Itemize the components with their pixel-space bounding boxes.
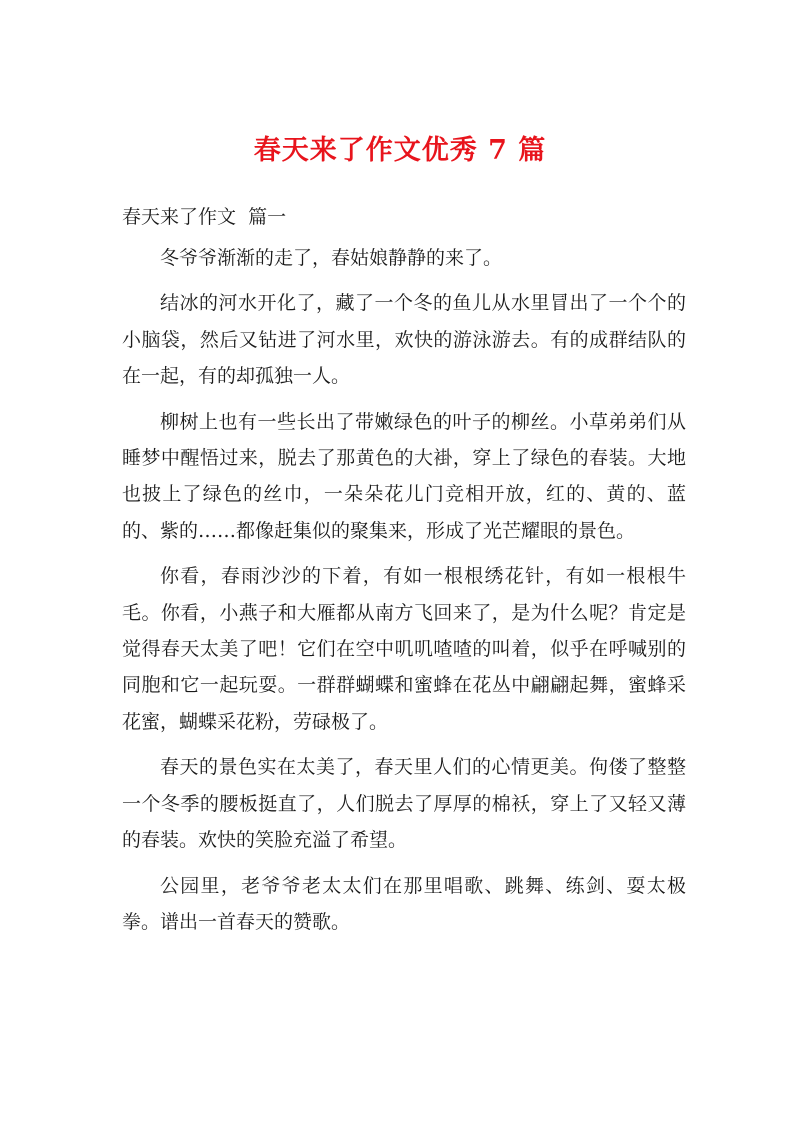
document-title: 春天来了作文优秀 7 篇 [253, 135, 547, 166]
paragraph: 公园里，老爷爷老太太们在那里唱歌、跳舞、练剑、耍太极拳。谱出一首春天的赞歌。 [122, 874, 686, 933]
paragraph: 春天的景色实在太美了，春天里人们的心情更美。佝偻了整整一个冬季的腰板挺直了，人们脱去了厚厚的棉袄，穿上了又轻又薄的春装。欢快的笑脸充溢了希望。 [122, 756, 686, 852]
paragraph: 你看，春雨沙沙的下着，有如一根根绣花针，有如一根根牛毛。你看，小燕子和大雁都从南方飞回来了，是为什么呢？肯定是觉得春天太美了吧！它们在空中叽叽喳喳的叫着，似乎在呼喊别的同胞和它一起玩耍。一群群蝴蝶和蜜蜂在花丛中翩翩起舞，蜜蜂采花蜜，蝴蝶采花粉，劳碌极了。 [122, 565, 686, 733]
paragraph: 柳树上也有一些长出了带嫩绿色的叶子的柳丝。小草弟弟们从睡梦中醒悟过来，脱去了那黄色的大褂，穿上了绿色的春装。大地也披上了绿色的丝巾，一朵朵花儿门竞相开放，红的、黄的、蓝的、紫的……都像赶集似的聚集来，形成了光芒耀眼的景色。 [122, 410, 686, 542]
paragraph: 结冰的河水开化了，藏了一个冬的鱼儿从水里冒出了一个个的小脑袋，然后又钻进了河水里，欢快的游泳游去。有的成群结队的在一起，有的却孤独一人。 [122, 292, 686, 388]
section-heading: 春天来了作文 篇一 [122, 206, 287, 228]
article-body [122, 240, 686, 949]
paragraph: 冬爷爷渐渐的走了，春姑娘静静的来了。 [160, 247, 503, 269]
